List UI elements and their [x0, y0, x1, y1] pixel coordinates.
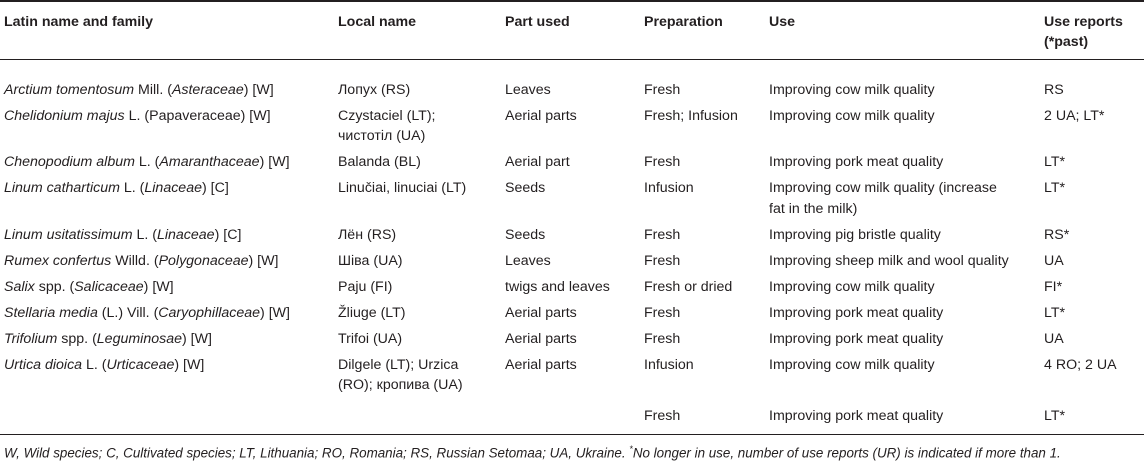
local-name-line: (RO); кропива (UA)	[338, 377, 463, 393]
status: [W]	[249, 107, 271, 124]
local-name-line: Лопух (RS)	[338, 81, 411, 98]
preparation-cell: Fresh	[644, 154, 681, 170]
use-line: Improving pork meat quality	[769, 330, 944, 347]
preparation-cell: Fresh	[644, 226, 681, 243]
latin-name-cell: Chenopodium album L. (Amaranthaceae) [W]	[4, 154, 290, 170]
use-cell	[765, 329, 1040, 355]
use-reports-cell: FI*	[1044, 278, 1063, 295]
use-reports-cell: RS*	[1044, 226, 1070, 243]
status: [W]	[268, 304, 290, 321]
preparation-cell: Fresh; Infusion	[644, 107, 738, 124]
local-name-cell	[334, 225, 501, 251]
authority: L.	[86, 356, 98, 373]
local-name-line: Шіва (UA)	[338, 252, 403, 269]
latin-name-cell: Rumex confertus Willd. (Polygonaceae) [W]	[4, 252, 279, 269]
genus-species: Linum usitatissimum	[4, 226, 133, 243]
genus-species: Linum catharticum	[4, 180, 120, 196]
part-used-cell: Aerial parts	[505, 330, 577, 347]
status: [W]	[252, 81, 274, 98]
use-line: Improving cow milk quality	[769, 356, 935, 373]
use-line: Improving sheep milk and wool quality	[769, 252, 1009, 269]
use-cell	[765, 106, 1040, 153]
table-row	[0, 152, 1144, 178]
part-used-cell: Leaves	[505, 252, 551, 269]
preparation-cell: Fresh	[644, 81, 681, 98]
table-row	[0, 401, 1144, 434]
use-cell	[765, 355, 1040, 402]
use-reports-cell: 2 UA; LT*	[1044, 107, 1105, 124]
local-name-line: чистотіл (UA)	[338, 128, 426, 144]
local-name-line: Linučiai, linuciai (LT)	[338, 180, 467, 196]
local-name-cell	[334, 251, 501, 277]
use-cell	[765, 178, 1040, 225]
genus-species: Arctium tomentosum	[4, 81, 135, 98]
preparation-cell: Fresh	[644, 330, 681, 347]
part-used-cell: Aerial parts	[505, 356, 577, 373]
part-used-cell: twigs and leaves	[505, 278, 610, 295]
local-name-cell	[334, 329, 501, 355]
use-line: Improving pork meat quality	[769, 408, 944, 424]
family: Leguminosae	[96, 330, 182, 347]
part-used-cell: Aerial parts	[505, 304, 577, 321]
use-line: Improving pork meat quality	[769, 154, 944, 170]
part-used-cell: Aerial parts	[505, 107, 577, 124]
status: [W]	[183, 356, 205, 373]
table-row	[0, 178, 1144, 225]
preparation-cell: Infusion	[644, 356, 694, 373]
header-row	[0, 1, 1144, 59]
table-body	[0, 59, 1144, 434]
part-used-cell: Aerial part	[505, 154, 570, 170]
table-row	[0, 225, 1144, 251]
family: Salicaceae	[74, 278, 144, 295]
authority: L.	[128, 107, 141, 124]
use-line: Improving cow milk quality (increase	[769, 180, 997, 196]
latin-name-cell: Urtica dioica L. (Urticaceae) [W]	[4, 356, 205, 373]
use-reports-cell: UA	[1044, 252, 1064, 269]
authority: (L.) Vill.	[101, 304, 150, 321]
local-name-line: Trifoi (UA)	[338, 330, 403, 347]
use-cell	[765, 225, 1040, 251]
local-name-line: Paju (FI)	[338, 278, 393, 295]
table-row	[0, 329, 1144, 355]
use-reports-cell: LT*	[1044, 154, 1066, 170]
status: [W]	[257, 252, 279, 269]
part-used-cell: Seeds	[505, 180, 546, 196]
use-cell	[765, 277, 1040, 303]
genus-species: Chelidonium majus	[4, 107, 125, 124]
preparation-cell: Fresh	[644, 408, 681, 424]
authority: spp.	[38, 278, 66, 295]
latin-name-cell: Linum usitatissimum L. (Linaceae) [C]	[4, 226, 242, 243]
latin-name-cell	[0, 401, 334, 434]
header-preparation: Preparation	[640, 1, 765, 59]
genus-species: Chenopodium album	[4, 154, 135, 170]
family: Urticaceae	[106, 356, 175, 373]
preparation-cell: Fresh	[644, 304, 681, 321]
latin-name-cell: Linum catharticum L. (Linaceae) [C]	[4, 180, 229, 196]
table-row	[0, 106, 1144, 153]
use-reports-cell: RS	[1044, 81, 1064, 98]
latin-name-cell: Chelidonium majus L. (Papaveraceae) [W]	[4, 107, 271, 124]
use-cell	[765, 59, 1040, 106]
local-name-cell	[334, 106, 501, 153]
table-footnote	[4, 444, 1061, 460]
use-line: fat in the milk)	[769, 200, 858, 217]
authority: L.	[136, 226, 149, 243]
use-reports-cell: 4 RO; 2 UA	[1044, 356, 1117, 373]
family: Papaveraceae	[149, 107, 241, 124]
part-used-cell: Leaves	[505, 81, 551, 98]
header-use: Use	[765, 1, 1040, 59]
status: [C]	[210, 180, 229, 196]
footnote-tail: No longer in use, number of use reports (UR) is indicated if more than 1.	[632, 445, 1061, 461]
family: Caryophillaceae	[158, 304, 261, 321]
preparation-cell: Infusion	[644, 180, 694, 196]
local-name-line: Лён (RS)	[338, 226, 397, 243]
status: [W]	[268, 154, 290, 170]
use-line: Improving cow milk quality	[769, 278, 935, 295]
use-cell	[765, 152, 1040, 178]
family: Polygonaceae	[158, 252, 249, 269]
local-name-cell	[334, 59, 501, 106]
part-used-cell	[501, 401, 640, 434]
local-name-cell	[334, 355, 501, 402]
status: [W]	[152, 278, 174, 295]
use-cell	[765, 303, 1040, 329]
use-cell	[765, 401, 1040, 434]
use-line: Improving pork meat quality	[769, 304, 944, 321]
genus-species: Trifolium	[4, 330, 58, 347]
local-name-cell	[334, 277, 501, 303]
use-line: Improving cow milk quality	[769, 107, 935, 124]
table-row	[0, 277, 1144, 303]
status: [C]	[223, 226, 242, 243]
local-name-cell	[334, 401, 501, 434]
status: [W]	[190, 330, 212, 347]
table-row	[0, 303, 1144, 329]
latin-name-cell: Trifolium spp. (Leguminosae) [W]	[4, 330, 212, 347]
use-cell	[765, 251, 1040, 277]
authority: spp.	[61, 330, 89, 347]
latin-name-cell: Arctium tomentosum Mill. (Asteraceae) [W]	[4, 81, 274, 98]
local-name-cell	[334, 152, 501, 178]
use-line: Improving cow milk quality	[769, 81, 935, 98]
latin-name-cell: Salix spp. (Salicaceae) [W]	[4, 278, 174, 295]
authority: Mill.	[138, 81, 164, 98]
genus-species: Stellaria media	[4, 304, 98, 321]
preparation-cell: Fresh or dried	[644, 278, 733, 295]
part-used-cell: Seeds	[505, 226, 546, 243]
local-name-line: Balanda (BL)	[338, 154, 421, 170]
use-reports-cell: LT*	[1044, 180, 1066, 196]
preparation-cell: Fresh	[644, 252, 681, 269]
family: Amaranthaceae	[159, 154, 260, 170]
genus-species: Urtica dioica	[4, 356, 83, 373]
table-row	[0, 251, 1144, 277]
family: Linaceae	[144, 180, 202, 196]
family: Asteraceae	[171, 81, 244, 98]
table-row	[0, 59, 1144, 106]
use-reports-cell: LT*	[1044, 304, 1066, 321]
table-row	[0, 355, 1144, 402]
header-part-used: Part used	[501, 1, 640, 59]
authority: L.	[138, 154, 151, 170]
local-name-line: Czystaciel (LT);	[338, 107, 436, 124]
local-name-line: Žliuge (LT)	[338, 304, 406, 321]
header-latin-name: Latin name and family	[0, 1, 334, 59]
use-reports-cell: LT*	[1044, 408, 1066, 424]
use-line: Improving pig bristle quality	[769, 226, 941, 243]
use-reports-cell: UA	[1044, 330, 1064, 347]
local-name-cell	[334, 303, 501, 329]
footnote-main: W, Wild species; C, Cultivated species; LT, Lithuania; RO, Romania; RS, Russian Setomaa; UA, Ukraine.	[4, 445, 626, 461]
header-use-reports: Use reports (*past)	[1040, 1, 1144, 59]
latin-name-cell: Stellaria media (L.) Vill. (Caryophillaceae) [W]	[4, 304, 290, 321]
family: Linaceae	[156, 226, 215, 243]
header-local-name: Local name	[334, 1, 501, 59]
authority: L.	[123, 180, 136, 196]
local-name-line: Dilgele (LT); Urzica	[338, 356, 459, 373]
footnote-marker: *	[629, 444, 633, 454]
local-name-cell	[334, 178, 501, 225]
genus-species: Rumex confertus	[4, 252, 112, 269]
genus-species: Salix	[4, 278, 35, 295]
authority: Willd.	[115, 252, 150, 269]
